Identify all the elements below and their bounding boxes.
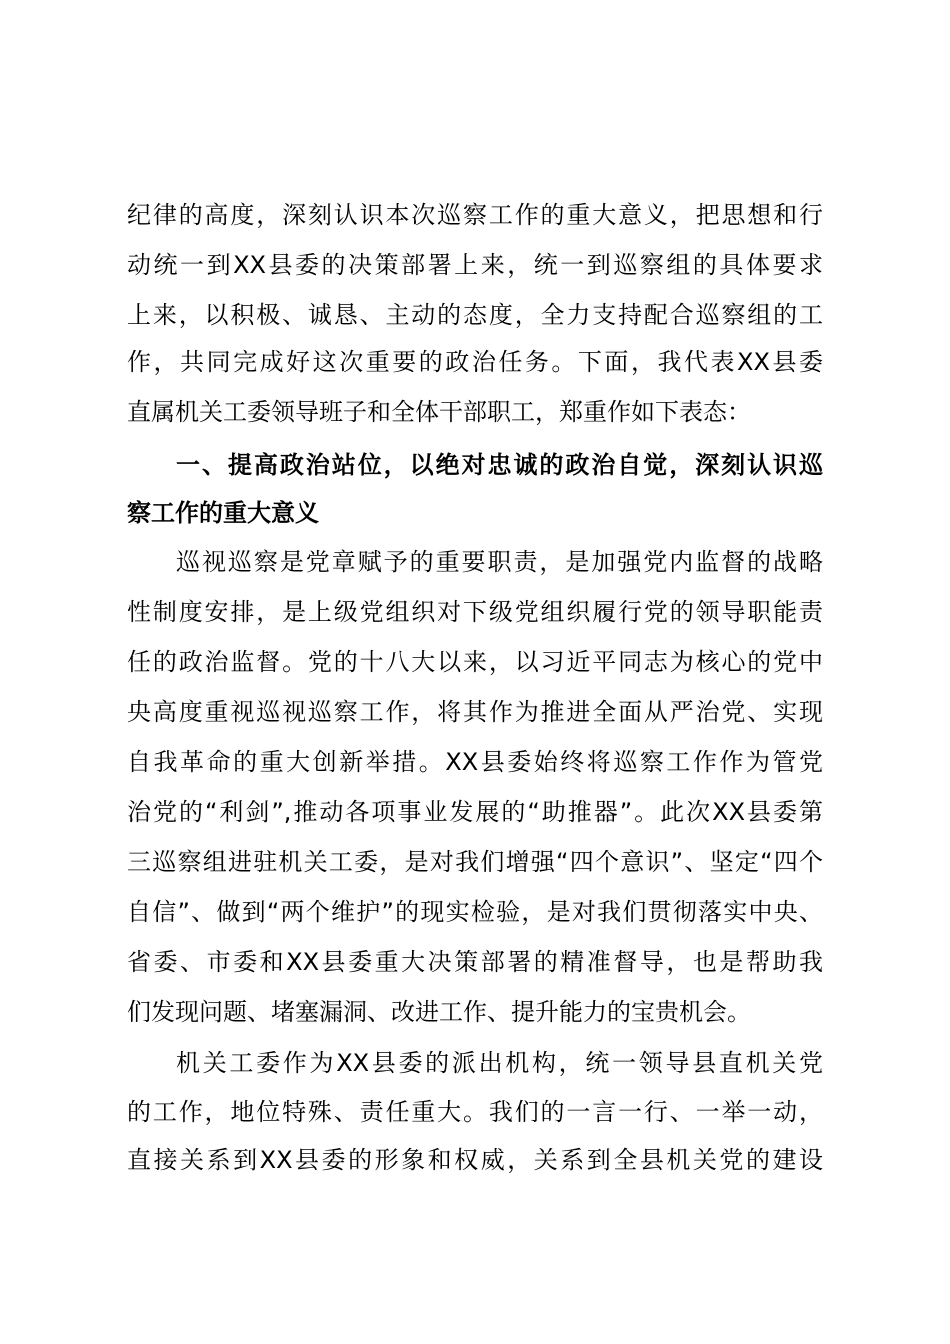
section-heading: 察工作的重大意义 <box>127 499 319 527</box>
text-line: 动统一到XX县委的决策部署上来，统一到巡察组的具体要求 <box>127 251 823 279</box>
section-heading: 一、提高政治站位，以绝对忠诚的政治自觉，深刻认识巡 <box>176 451 823 479</box>
text-line: 央高度重视巡视巡察工作，将其作为推进全面从严治党、实现 <box>127 698 823 726</box>
text-line: 自我革命的重大创新举措。XX县委始终将巡察工作作为管党 <box>127 748 823 776</box>
text-line: 治党的“利剑”,推动各项事业发展的“助推器”。此次XX县委第 <box>127 798 823 826</box>
text-line: 任的政治监督。党的十八大以来，以习近平同志为核心的党中 <box>127 648 823 676</box>
text-line: 巡视巡察是党章赋予的重要职责，是加强党内监督的战略 <box>176 548 823 576</box>
text-line: 机关工委作为XX县委的派出机构，统一领导县直机关党 <box>176 1049 823 1077</box>
text-line: 三巡察组进驻机关工委，是对我们增强“四个意识”、坚定“四个 <box>127 848 823 876</box>
text-line: 作，共同完成好这次重要的政治任务。下面，我代表XX县委 <box>127 348 823 376</box>
text-line: 的工作，地位特殊、责任重大。我们的一言一行、一举一动， <box>127 1098 823 1126</box>
text-line: 性制度安排，是上级党组织对下级党组织履行党的领导职能责 <box>127 598 823 626</box>
text-line: 自信”、做到“两个维护”的现实检验，是对我们贯彻落实中央、 <box>127 898 823 926</box>
text-line: 上来，以积极、诚恳、主动的态度，全力支持配合巡察组的工 <box>127 301 823 329</box>
text-line: 纪律的高度，深刻认识本次巡察工作的重大意义，把思想和行 <box>127 201 823 229</box>
text-line: 们发现问题、堵塞漏洞、改进工作、提升能力的宝贵机会。 <box>127 998 751 1026</box>
text-line: 直属机关工委领导班子和全体干部职工，郑重作如下表态： <box>127 398 751 426</box>
text-line: 省委、市委和XX县委重大决策部署的精准督导，也是帮助我 <box>127 948 823 976</box>
text-line: 直接关系到XX县委的形象和权威，关系到全县机关党的建设 <box>127 1146 823 1174</box>
